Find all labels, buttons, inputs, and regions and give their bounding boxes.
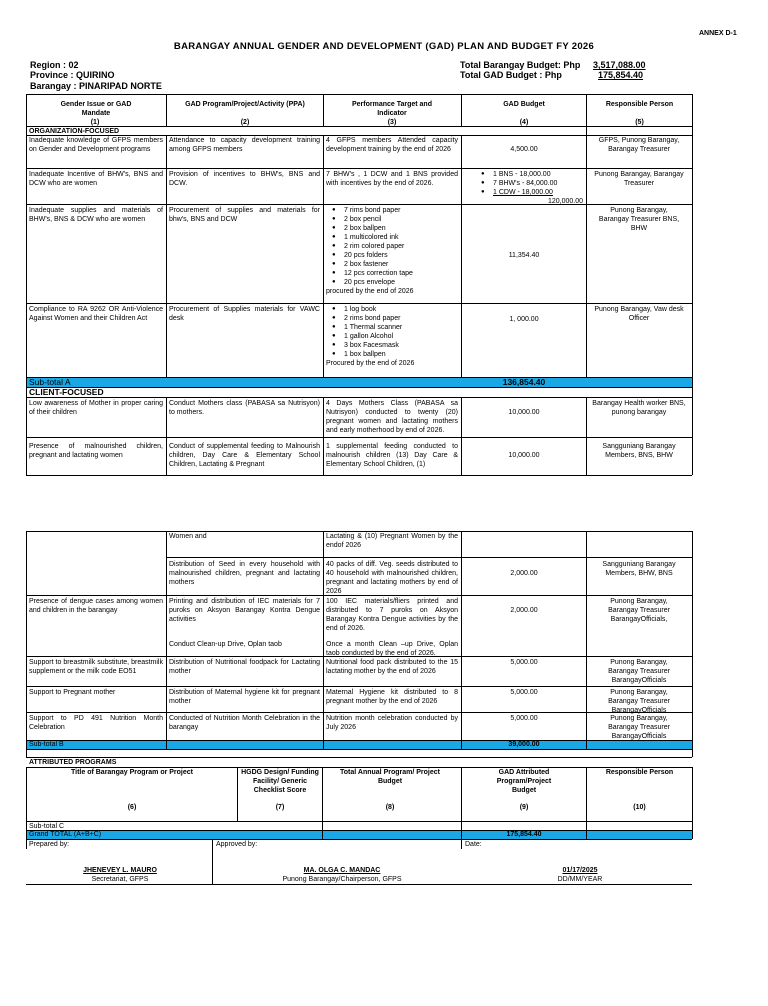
target-item: ● 1 gallon Alcohol: [344, 332, 472, 341]
budget-item: ● 1 BNS - 18,000.00: [493, 170, 597, 179]
header-col3-number: (3): [387, 119, 397, 126]
header-col4-number: (4): [519, 119, 529, 126]
row-pm-issue: Support to Pregnant mother: [29, 689, 116, 696]
row-a4-target-footer: Procured by the end of 2026: [326, 360, 415, 367]
page-title: BARANGAY ANNUAL GENDER AND DEVELOPMENT (GAD) PLAN AND BUDGET FY 2026: [173, 41, 595, 52]
row-b2-ppa: Conduct of supplemental feeding to Malnourish children, Day Care & Elementary School Children, Lactating & Pregnant: [169, 443, 320, 468]
row-b2-target: 1 supplemental feeding conducted to malnourish children (13) Day Care & Elementary School Children, (1): [326, 443, 458, 468]
row-cleanup-ppa: Conduct Clean-up Drive, Oplan taob: [169, 641, 282, 648]
header-responsible: Responsible Person: [605, 101, 674, 108]
section-org-focused: ORGANIZATION-FOCUSED: [29, 128, 120, 135]
grand-total-label: Grand TOTAL (A+B+C): [29, 831, 102, 838]
target-item: ● 2 box fastener: [344, 260, 472, 269]
row-dengue-person: Punong Barangay, Barangay Treasurer BarangayOfficials,: [608, 598, 670, 623]
row-a4-issue: Compliance to RA 9262 OR Anti-Violence Against Women and their Children Act: [29, 306, 163, 322]
row-a3-ppa: Procurement of supplies and materials for bhw's, BNS and DCW: [169, 207, 320, 223]
date-format: DD/MM/YEAR: [557, 876, 603, 883]
row-seed-person: Sangguniang Barangay Members, BHW, BNS: [602, 561, 676, 577]
date-label: Date:: [465, 841, 482, 848]
row-a2-person: Punong Barangay, Barangay Treasurer: [594, 171, 684, 187]
row-cleanup-target: Once a month Clean –up Drive, Oplan taob conducted by the end of 2026.: [326, 641, 458, 657]
preparer-name: JHENEVEY L. MAURO: [83, 867, 157, 874]
row-seed-budget: 2,000.00: [510, 570, 538, 577]
row-a2-budget-total: 120,000.00: [548, 198, 584, 205]
header-col8-number: (8): [385, 804, 395, 811]
subtotal-a-bar: [26, 377, 692, 387]
row-a3-issue: Inadequate supplies and materials of BHW's, BNS & DCW who are women: [29, 207, 163, 223]
preparer-title: Secretariat, GFPS: [91, 876, 149, 883]
prepared-by-label: Prepared by:: [29, 841, 70, 848]
row-b2-issue: Presence of malnourished children, pregnant and lactating women: [29, 443, 163, 459]
header-annual-budget: Total Annual Program/ Project Budget: [340, 769, 440, 785]
row-dengue-target: 100 IEC materials/fliers printed and distributed to 7 puroks on Aksyon Barangay Kontra Dengue activities by the end of 2026.: [326, 598, 458, 632]
header-attributed-budget: GAD Attributed Program/Project Budget: [496, 769, 552, 794]
row-b1-target: 4 Days Mothers Class (PABASA sa Nutrisyon) conducted to twenty (20) pregnant women and lactating mothers and early motherhood by end of 2026.: [326, 400, 458, 434]
header-ppa: GAD Program/Project/Activity (PPA): [185, 101, 305, 108]
target-item: ● 3 box Facesmask: [344, 341, 472, 350]
row-a3-person: Punong Barangay, Barangay Treasurer BNS, BHW: [598, 207, 680, 232]
row-dengue-ppa: Printing and distribution of IEC materials for 7 puroks on Aksyon Barangay Kontra Dengue activities: [169, 598, 320, 623]
total-budget-label: Total Barangay Budget: Php: [460, 60, 581, 70]
row-a2-budget-list: [479, 170, 597, 197]
target-item: ● 7 rims bond paper: [344, 206, 472, 215]
row-bf-ppa: Distribution of Nutritional foodpack for Lactating mother: [169, 659, 320, 675]
row-nm-issue: Support to PD 491 Nutrition Month Celebration: [29, 715, 163, 731]
subtotal-b-bar: [26, 740, 692, 749]
header-gad-budget: GAD Budget: [503, 101, 545, 108]
row-seed-ppa: Distribution of Seed in every household with malnourished children, pregnant and lactating mothers: [169, 561, 320, 586]
header-col10-number: (10): [633, 804, 646, 811]
header-col1-number: (1): [90, 119, 100, 126]
row-b2-cont-target: Lactating & (10) Pregnant Women by the endof 2026: [326, 533, 458, 549]
header-col7-number: (7): [275, 804, 285, 811]
row-pm-ppa: Distribution of Maternal hygiene kit for pregnant mother: [169, 689, 320, 705]
section-attributed: ATTRIBUTED PROGRAMS: [29, 759, 117, 766]
total-gad-label: Total GAD Budget : Php: [460, 70, 562, 80]
row-b1-ppa: Conduct Mothers class (PABASA sa Nutrisyon) to mothers.: [169, 400, 320, 416]
row-dengue-issue: Presence of dengue cases among women and children in the barangay: [29, 598, 163, 614]
row-bf-issue: Support to breastmilk substitute, breastmilk supplement or the milk code EO51: [29, 659, 163, 675]
subtotal-a-label: Sub-total A: [29, 377, 71, 387]
target-item: ● 20 pcs envelope: [344, 278, 472, 287]
target-item: ● 1 multicolored ink: [344, 233, 472, 242]
grand-total-bar: [26, 830, 692, 839]
approver-name: MA. OLGA C. MANDAC: [303, 867, 381, 874]
row-b2-person: Sangguniang Barangay Members, BNS, BHW: [602, 443, 676, 459]
row-b2-budget: 10,000.00: [508, 452, 540, 459]
barangay-label: Barangay : PINARIPAD NORTE: [30, 81, 162, 91]
target-item: ● 2 rims bond paper: [344, 314, 472, 323]
row-seed-target: 40 packs of diff. Veg. seeds distributed to 40 household with malnourished children, pregnant and lactating mothers by end of 2026: [326, 561, 458, 595]
row-a2-target: 7 BHW's , 1 DCW and 1 BNS provided with incentives by the end of 2026.: [326, 171, 458, 187]
province-label: Province : QUIRINO: [30, 70, 115, 80]
target-item: ● 2 box pencil: [344, 215, 472, 224]
row-bf-budget: 5,000.00: [510, 659, 538, 666]
subtotal-a-value: 136,854.40: [502, 377, 546, 387]
row-a4-ppa: Procurement of Supplies materials for VAWC desk: [169, 306, 320, 322]
row-b1-issue: Low awareness of Mother in proper caring of their children: [29, 400, 163, 416]
target-item: ● 1 box ballpen: [344, 350, 472, 359]
grand-total-value: 175,854.40: [506, 831, 542, 838]
row-nm-budget: 5,000.00: [510, 715, 538, 722]
subtotal-c-label: Sub-total C: [29, 823, 65, 830]
row-a1-target: 4 GFPS members Attended capacity development training by the end of 2026: [326, 137, 458, 153]
header-responsible-2: Responsible Person: [605, 769, 674, 776]
row-a4-target-list: [330, 305, 472, 359]
row-a2-issue: Inadequate Incentive of BHW's, BNS and DCW who are women: [29, 171, 163, 187]
row-b2-cont-ppa: Women and: [169, 533, 207, 540]
header-col9-number: (9): [519, 804, 529, 811]
row-nm-ppa: Conducted of Nutrition Month Celebration in the barangay: [169, 715, 320, 731]
header-target: Performance Target and Indicator: [351, 101, 432, 117]
subtotal-b-value: 39,000.00: [508, 741, 540, 748]
row-dengue-budget: 2,000.00: [510, 607, 538, 614]
row-a1-issue: Inadequate knowledge of GFPS members on Gender and Development programs: [29, 137, 163, 153]
row-a1-budget: 4,500.00: [510, 146, 538, 153]
header-program-title: Title of Barangay Program or Project: [70, 769, 193, 776]
row-nm-target: Nutrition month celebration conducted by July 2026: [326, 715, 458, 731]
header-col6-number: (6): [127, 804, 137, 811]
budget-item: ● 7 BHW's - 84,000.00: [493, 179, 597, 188]
date-value: 01/17/2025: [562, 867, 598, 874]
target-item: ● 12 pcs correction tape: [344, 269, 472, 278]
row-bf-target: Nutritional food pack distributed to the 15 lactating mother by the end of 2026: [326, 659, 458, 675]
header-hgdg: HGDG Design/ Funding Facility/ Generic Checklist Score: [241, 769, 319, 794]
header-col2-number: (2): [240, 119, 250, 126]
row-a3-target-list: [330, 206, 472, 287]
target-item: ● 2 rim colored paper: [344, 242, 472, 251]
row-a4-person: Punong Barangay, Vaw desk Officer: [594, 306, 684, 322]
annex-label: ANNEX D-1: [699, 30, 737, 37]
row-b1-person: Barangay Health worker BNS, punong barangay: [592, 400, 686, 416]
row-a1-ppa: Attendance to capacity development training among GFPS members: [169, 137, 320, 153]
target-item: ● 2 box ballpen: [344, 224, 472, 233]
row-bf-person: Punong Barangay, Barangay Treasurer BarangayOfficials: [608, 659, 670, 684]
header-gender-issue: Gender Issue or GAD Mandate: [60, 101, 132, 117]
target-item: ● 1 Thermal scanner: [344, 323, 472, 332]
header-col5-number: (5): [635, 119, 644, 126]
region-label: Region : 02: [30, 60, 79, 70]
row-b1-budget: 10,000.00: [508, 409, 540, 416]
row-a1-person: GFPS, Punong Barangay, Barangay Treasurer: [598, 137, 680, 153]
section-client-focused: CLIENT-FOCUSED: [29, 387, 104, 397]
row-nm-person: Punong Barangay, Barangay Treasurer BarangayOfficials: [608, 715, 670, 740]
total-budget-value: 3,517,088.00: [593, 60, 646, 70]
row-a3-budget: 11,354.40: [508, 252, 540, 259]
row-a4-budget: 1, 000.00: [509, 316, 539, 323]
target-item: ● 1 log book: [344, 305, 472, 314]
total-gad-value: 175,854.40: [598, 70, 644, 80]
approved-by-label: Approved by:: [216, 841, 258, 848]
row-pm-person: Punong Barangay, Barangay Treasurer BarangayOfficials: [608, 689, 670, 714]
row-pm-target: Maternal Hygiene kit distributed to 8 pregnant mother by the end of 2026: [326, 689, 458, 705]
target-item: ● 20 pcs folders: [344, 251, 472, 260]
row-pm-budget: 5,000.00: [510, 689, 538, 696]
approver-title: Punong Barangay/Chairperson, GFPS: [282, 876, 402, 883]
row-a3-target-footer: procured by the end of 2026: [326, 288, 414, 295]
subtotal-b-label: Sub-total B: [29, 741, 64, 748]
row-a2-ppa: Provision of incentives to BHW's, BNS and DCW.: [169, 171, 320, 187]
budget-item: ● 1 CDW - 18,000.00: [493, 188, 597, 197]
